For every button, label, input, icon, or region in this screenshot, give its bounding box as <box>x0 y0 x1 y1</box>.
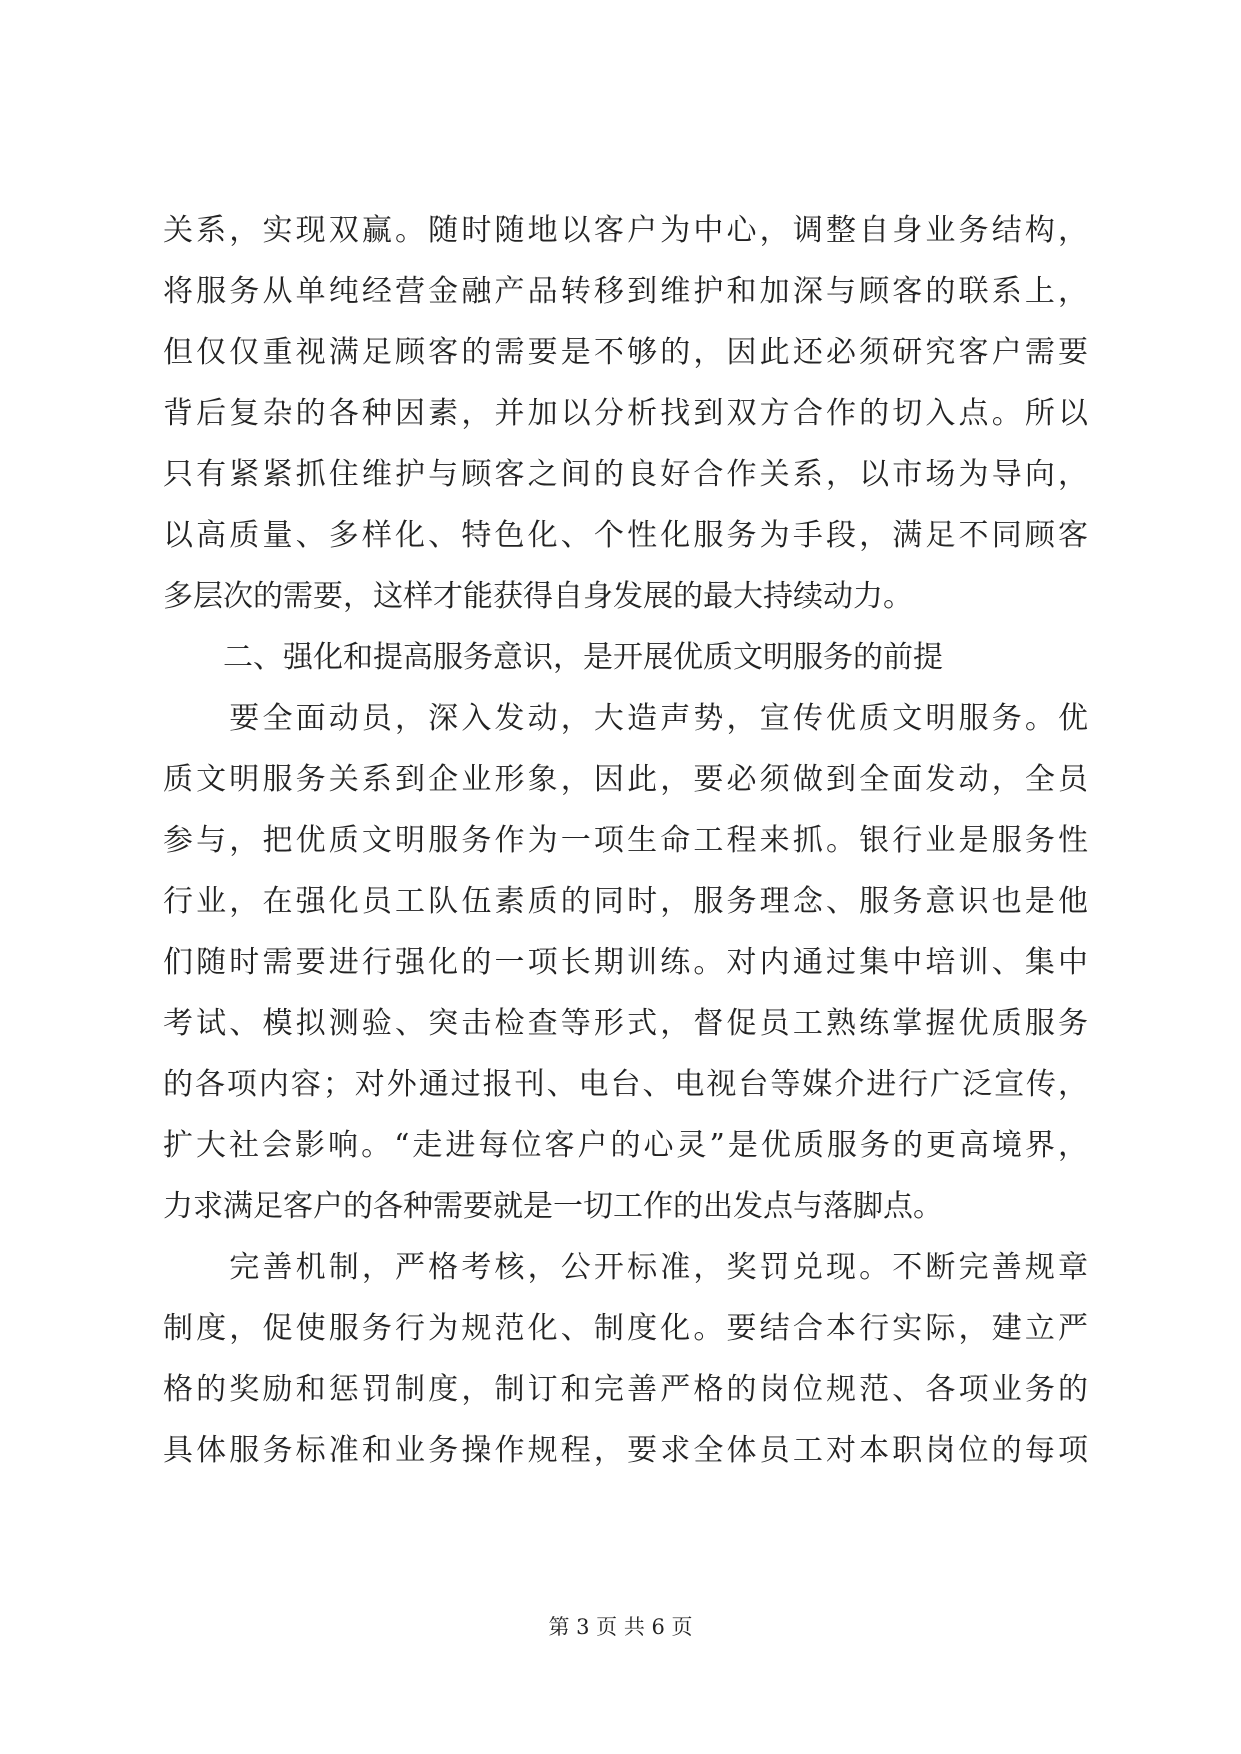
text-line: 以高质量、多样化、特色化、个性化服务为手段，满足不同顾客 <box>163 518 1088 553</box>
text-line: 制度，促使服务行为规范化、制度化。要结合本行实际，建立严 <box>163 1311 1088 1346</box>
page-footer: 第 3 页 共 6 页 <box>548 1615 693 1639</box>
text-line: 将服务从单纯经营金融产品转移到维护和加深与顾客的联系上， <box>163 274 1088 309</box>
text-line: 质文明服务关系到企业形象，因此，要必须做到全面发动，全员 <box>163 762 1088 797</box>
text-line: 只有紧紧抓住维护与顾客之间的良好合作关系，以市场为导向， <box>163 457 1088 492</box>
text-line: 关系，实现双赢。随时随地以客户为中心，调整自身业务结构， <box>163 213 1088 248</box>
text-line: 背后复杂的各种因素，并加以分析找到双方合作的切入点。所以 <box>163 396 1088 431</box>
text-line: 完善机制，严格考核，公开标准，奖罚兑现。不断完善规章 <box>163 1250 1088 1285</box>
text-line: 参与，把优质文明服务作为一项生命工程来抓。银行业是服务性 <box>163 823 1088 858</box>
text-line: 们随时需要进行强化的一项长期训练。对内通过集中培训、集中 <box>163 945 1088 980</box>
text-line: 考试、模拟测验、突击检查等形式，督促员工熟练掌握优质服务 <box>163 1006 1088 1041</box>
text-line: 具体服务标准和业务操作规程，要求全体员工对本职岗位的每项 <box>163 1433 1088 1468</box>
text-line: 的各项内容；对外通过报刊、电台、电视台等媒介进行广泛宣传， <box>163 1067 1088 1102</box>
text-line: 要全面动员，深入发动，大造声势，宣传优质文明服务。优 <box>163 701 1088 736</box>
text-line: 力求满足客户的各种需要就是一切工作的出发点与落脚点。 <box>163 1189 943 1224</box>
section-heading: 二、强化和提高服务意识，是开展优质文明服务的前提 <box>163 640 943 675</box>
text-line: 但仅仅重视满足顾客的需要是不够的，因此还必须研究客户需要 <box>163 335 1088 370</box>
text-line: 扩大社会影响。“走进每位客户的心灵”是优质服务的更高境界， <box>163 1128 1088 1163</box>
text-line: 行业，在强化员工队伍素质的同时，服务理念、服务意识也是他 <box>163 884 1088 919</box>
body-text <box>163 200 1088 1481</box>
text-line: 多层次的需要，这样才能获得自身发展的最大持续动力。 <box>163 579 913 614</box>
text-line: 格的奖励和惩罚制度，制订和完善严格的岗位规范、各项业务的 <box>163 1372 1088 1407</box>
